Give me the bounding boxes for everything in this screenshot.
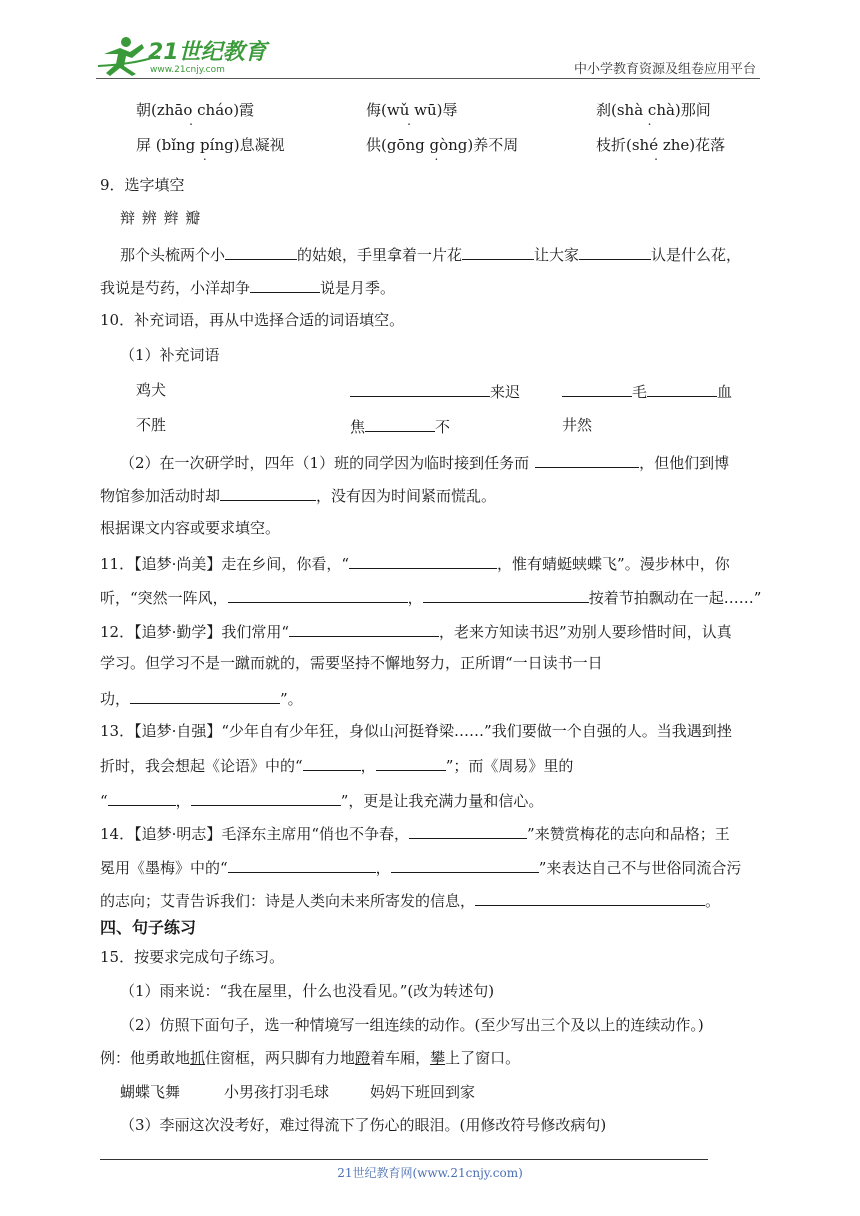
q15-s3: （3）李丽这次没考好，难过得流下了伤心的眼泪。(用修改符号修改病句) xyxy=(120,1116,607,1134)
pinyin-item-1: 朝(zhāo cháo)霞 . xyxy=(136,100,254,120)
blank[interactable] xyxy=(409,822,527,839)
blank[interactable] xyxy=(220,484,316,501)
q9-title: 9．选字填空 xyxy=(100,176,185,194)
blank[interactable] xyxy=(579,243,651,260)
blank[interactable] xyxy=(108,789,176,806)
q15-s1: （1）雨来说：“我在屋里，什么也没看见。”(改为转述句) xyxy=(120,982,495,1000)
q13-line2: 折时，我会想起《论语》中的“ ， ”；而《周易》里的 xyxy=(100,754,573,776)
blank[interactable] xyxy=(562,380,632,397)
blank[interactable] xyxy=(130,687,280,704)
q10-word-6: 井然 xyxy=(562,416,593,434)
site-logo xyxy=(96,36,266,78)
q15-option-1: 蝴蝶飞舞 xyxy=(120,1083,181,1101)
q15-option-3: 妈妈下班回到家 xyxy=(370,1083,476,1101)
pinyin-item-5: 供(gōng gòng)养不周 . xyxy=(366,135,518,155)
q10-title: 10．补充词语，再从中选择合适的词语填空。 xyxy=(100,311,405,329)
blank[interactable] xyxy=(376,754,446,771)
blank[interactable] xyxy=(475,889,705,906)
q10-sub2-line2: 物馆参加活动时却 ，没有因为时间紧而慌乱。 xyxy=(100,484,496,506)
q10-word-1: 鸡犬 xyxy=(136,381,167,399)
blank[interactable] xyxy=(647,380,717,397)
q10-sub2-line1: （2）在一次研学时，四年（1）班的同学因为临时接到任务而 ，但他们到博 xyxy=(120,451,729,473)
q11-line1: 11．【追梦·尚美】走在乡间，你看，“ ，惟有蜻蜓蛱蝶飞”。漫步林中，你 xyxy=(100,552,730,574)
header-divider xyxy=(96,78,760,79)
q14-line1: 14．【追梦·明志】毛泽东主席用“俏也不争春， ”来赞赏梅花的志向和品格；王 xyxy=(100,822,730,844)
q14-line3: 的志向；艾青告诉我们：诗是人类向未来所寄发的信息， 。 xyxy=(100,889,720,911)
blank[interactable] xyxy=(349,552,497,569)
q9-line1: 那个头梳两个小 的姑娘，手里拿着一片花 让大家 认是什么花， xyxy=(120,243,741,265)
blank[interactable] xyxy=(423,586,589,603)
blank[interactable] xyxy=(535,451,639,468)
q15-s2: （2）仿照下面句子，选一种情境写一组连续的动作。(至少写出三个及以上的连续动作。) xyxy=(120,1016,704,1034)
q10-sub1: （1）补充词语 xyxy=(120,346,220,364)
footer-text[interactable]: 21世纪教育网(www.21cnjy.com) xyxy=(337,1166,523,1180)
q12-line1: 12．【追梦·勤学】我们常用“ ，老来方知读书迟”劝别人要珍惜时间，认真 xyxy=(100,620,732,642)
pinyin-item-4: 屏 (bǐng píng)息凝视 . xyxy=(136,135,285,155)
q9-line2: 我说是芍药，小洋却争 说是月季。 xyxy=(100,276,395,298)
q10-word-3: 毛 血 xyxy=(562,380,732,402)
section-4-heading: 四、句子练习 xyxy=(100,918,197,937)
blank[interactable] xyxy=(462,243,534,260)
q10-word-2: 来迟 xyxy=(350,380,520,402)
section-note: 根据课文内容或要求填空。 xyxy=(100,519,281,537)
blank[interactable] xyxy=(228,856,376,873)
blank[interactable] xyxy=(228,586,408,603)
footer-divider xyxy=(100,1159,708,1160)
blank[interactable] xyxy=(191,789,341,806)
blank[interactable] xyxy=(289,620,439,637)
logo-title: 21世纪教育 xyxy=(148,40,267,65)
q15-example: 例：他勇敢地抓住窗框，两只脚有力地蹬着车厢，攀上了窗口。 xyxy=(100,1049,521,1067)
blank[interactable] xyxy=(350,380,490,397)
q10-word-4: 不胜 xyxy=(136,416,167,434)
q10-word-5: 焦 不 xyxy=(350,415,450,437)
q15-option-2: 小男孩打羽毛球 xyxy=(224,1083,330,1101)
q11-line2: 听，“突然一阵风， ， 按着节拍飘动在一起……” xyxy=(100,586,761,608)
q12-line3: 功， ”。 xyxy=(100,687,303,709)
q12-line2: 学习。但学习不是一蹴而就的，需要坚持不懈地努力，正所谓“一日读书一日 xyxy=(100,654,603,672)
q13-line3: “ ， ”，更是让我充满力量和信心。 xyxy=(100,789,543,811)
pinyin-item-6: 枝折(shé zhe)花落 . xyxy=(596,135,725,155)
q9-chars: 辩 辨 辫 瓣 xyxy=(120,209,202,227)
q13-line1: 13．【追梦·自强】“少年自有少年狂，身似山河挺脊梁……”我们要做一个自强的人。当我遇到挫 xyxy=(100,722,732,740)
q14-line2: 冕用《墨梅》中的“ ， ”来表达自己不与世俗同流合污 xyxy=(100,856,741,878)
blank[interactable] xyxy=(391,856,539,873)
blank[interactable] xyxy=(365,415,435,432)
logo-subtitle: www.21cnjy.com xyxy=(150,65,225,75)
blank[interactable] xyxy=(225,243,297,260)
blank[interactable] xyxy=(303,754,361,771)
pinyin-item-3: 刹(shà chà)那间 . xyxy=(596,100,711,120)
header-right-text: 中小学教育资源及组卷应用平台 xyxy=(573,62,756,77)
pinyin-item-2: 侮(wǔ wū)辱 . xyxy=(366,100,457,120)
blank[interactable] xyxy=(250,276,320,293)
q15-title: 15．按要求完成句子练习。 xyxy=(100,948,285,966)
